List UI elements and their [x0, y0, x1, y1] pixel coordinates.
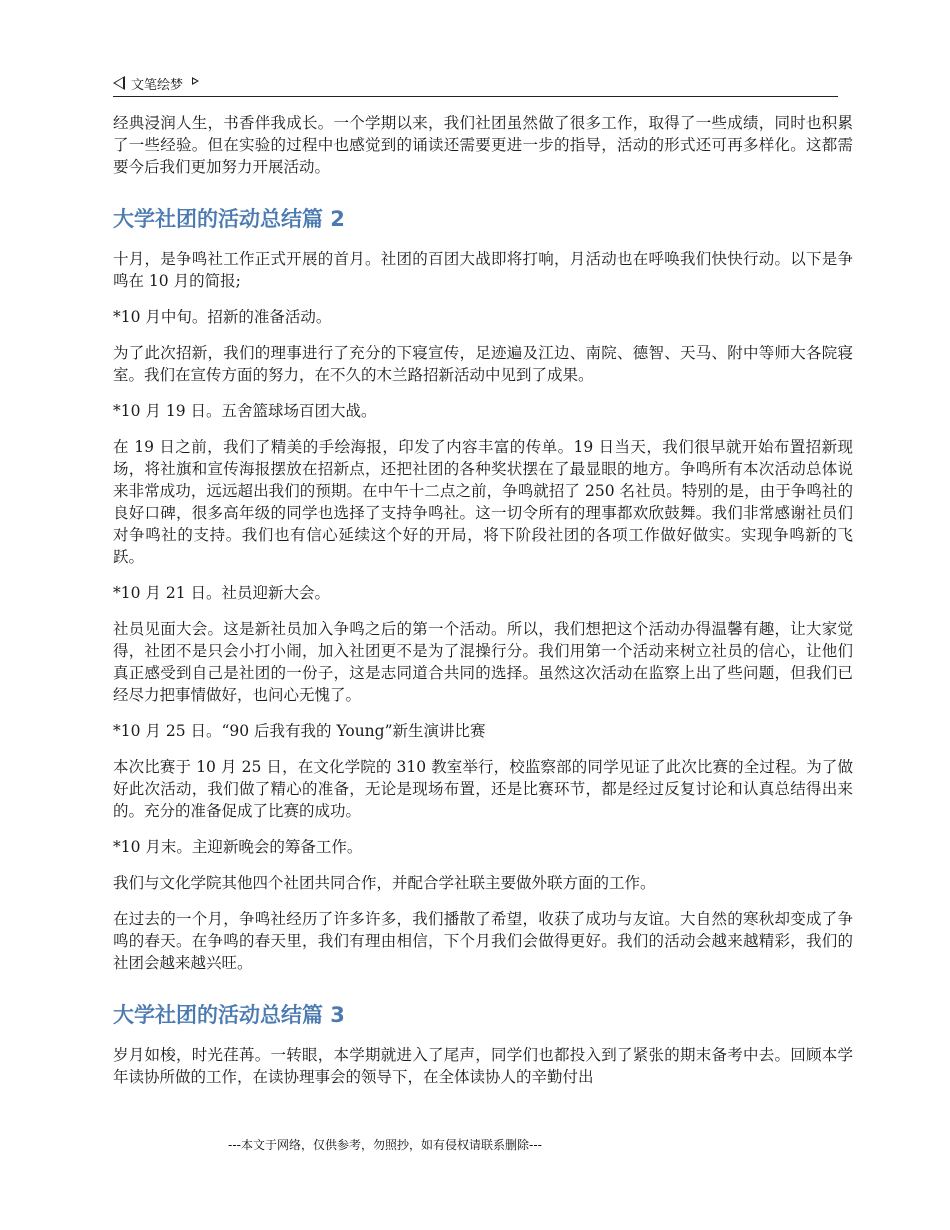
page-footer: ---本文于网络，仅供参考，勿照抄，如有侵权请联系删除--- [228, 1138, 542, 1152]
paragraph: *10 月 25 日。“90 后我有我的 Young”新生演讲比赛 [113, 722, 486, 740]
header-brand: 文笔绘梦 [131, 77, 184, 93]
paragraph: 我们与文化学院其他四个社团共同合作，并配合学社联主要做外联方面的工作。 [113, 874, 656, 892]
paragraph: 岁月如梭，时光荏苒。一转眼，本学期就进入了尾声，同学们也都投入到了紧张的期末备考中去。回顾本学年读协所做的工作，在读协理事会的领导下，在全体读协人的辛勤付出 [113, 1046, 853, 1086]
paragraph: 十月，是争鸣社工作正式开展的首月。社团的百团大战即将打响，月活动也在呼唤我们快快行动。以下是争鸣在 10 月的简报; [113, 250, 853, 290]
paragraph: 为了此次招新，我们的理事进行了充分的下寝宣传，足迹遍及江边、南院、德智、天马、附中等师大各院寝室。我们在宣传方面的努力，在不久的木兰路招新活动中见到了成果。 [113, 344, 853, 384]
section-heading: 大学社团的活动总结篇 3 [113, 1003, 345, 1027]
paragraph: *10 月中旬。招新的准备活动。 [113, 308, 332, 326]
section-heading: 大学社团的活动总结篇 2 [113, 207, 345, 231]
back-triangle-icon [113, 76, 125, 90]
paragraph: 在 19 日之前，我们了精美的手绘海报，印发了内容丰富的传单。19 日当天，我们很早就开始布置招新现场，将社旗和宣传海报摆放在招新点，还把社团的各种奖状摆在了最显眼的地方。争鸣所有本次活动总体说来非常成功，远远超出我们的预期。在中午十二点之前，争鸣就招了 250 名社员。特别的是，由于争鸣社的良好口碑，很多高年级的同学也选择了支持争鸣社。这一切令所有的理事都欢欣鼓舞。我们非常感谢社员们对争鸣社的支持。我们也有信心延续这个好的开局，将下阶段社团的各项工作做好做实。实现争鸣新的飞跃。 [113, 438, 853, 566]
paragraph: 本次比赛于 10 月 25 日，在文化学院的 310 教室举行，校监察部的同学见证了此次比赛的全过程。为了做好此次活动，我们做了精心的准备，无论是现场布置，还是比赛环节，都是经过反复讨论和认真总结得出来的。充分的准备促成了比赛的成功。 [113, 758, 853, 820]
paragraph: 经典浸润人生，书香伴我成长。一个学期以来，我们社团虽然做了很多工作，取得了一些成绩，同时也积累了一些经验。但在实验的过程中也感觉到的诵读还需要更进一步的指导，活动的形式还可再多样化。这都需要今后我们更加努力开展活动。 [113, 114, 853, 176]
page-header [113, 70, 838, 97]
paragraph: *10 月 19 日。五舍篮球场百团大战。 [113, 402, 377, 420]
document-body [113, 112, 853, 1102]
forward-triangle-icon [192, 77, 199, 85]
paragraph: *10 月 21 日。社员迎新大会。 [113, 584, 330, 602]
paragraph: 在过去的一个月，争鸣社经历了许多许多，我们播散了希望，收获了成功与友谊。大自然的寒秋却变成了争鸣的春天。在争鸣的春天里，我们有理由相信，下个月我们会做得更好。我们的活动会越来越精彩，我们的社团会越来越兴旺。 [113, 910, 853, 972]
paragraph: 社员见面大会。这是新社员加入争鸣之后的第一个活动。所以，我们想把这个活动办得温馨有趣，让大家觉得，社团不是只会小打小闹，加入社团更不是为了混操行分。我们用第一个活动来树立社员的信心，让他们真正感受到自己是社团的一份子，这是志同道合共同的选择。虽然这次活动在监察上出了些问题，但我们已经尽力把事情做好，也问心无愧了。 [113, 620, 853, 704]
paragraph: *10 月末。主迎新晚会的筹备工作。 [113, 838, 363, 856]
